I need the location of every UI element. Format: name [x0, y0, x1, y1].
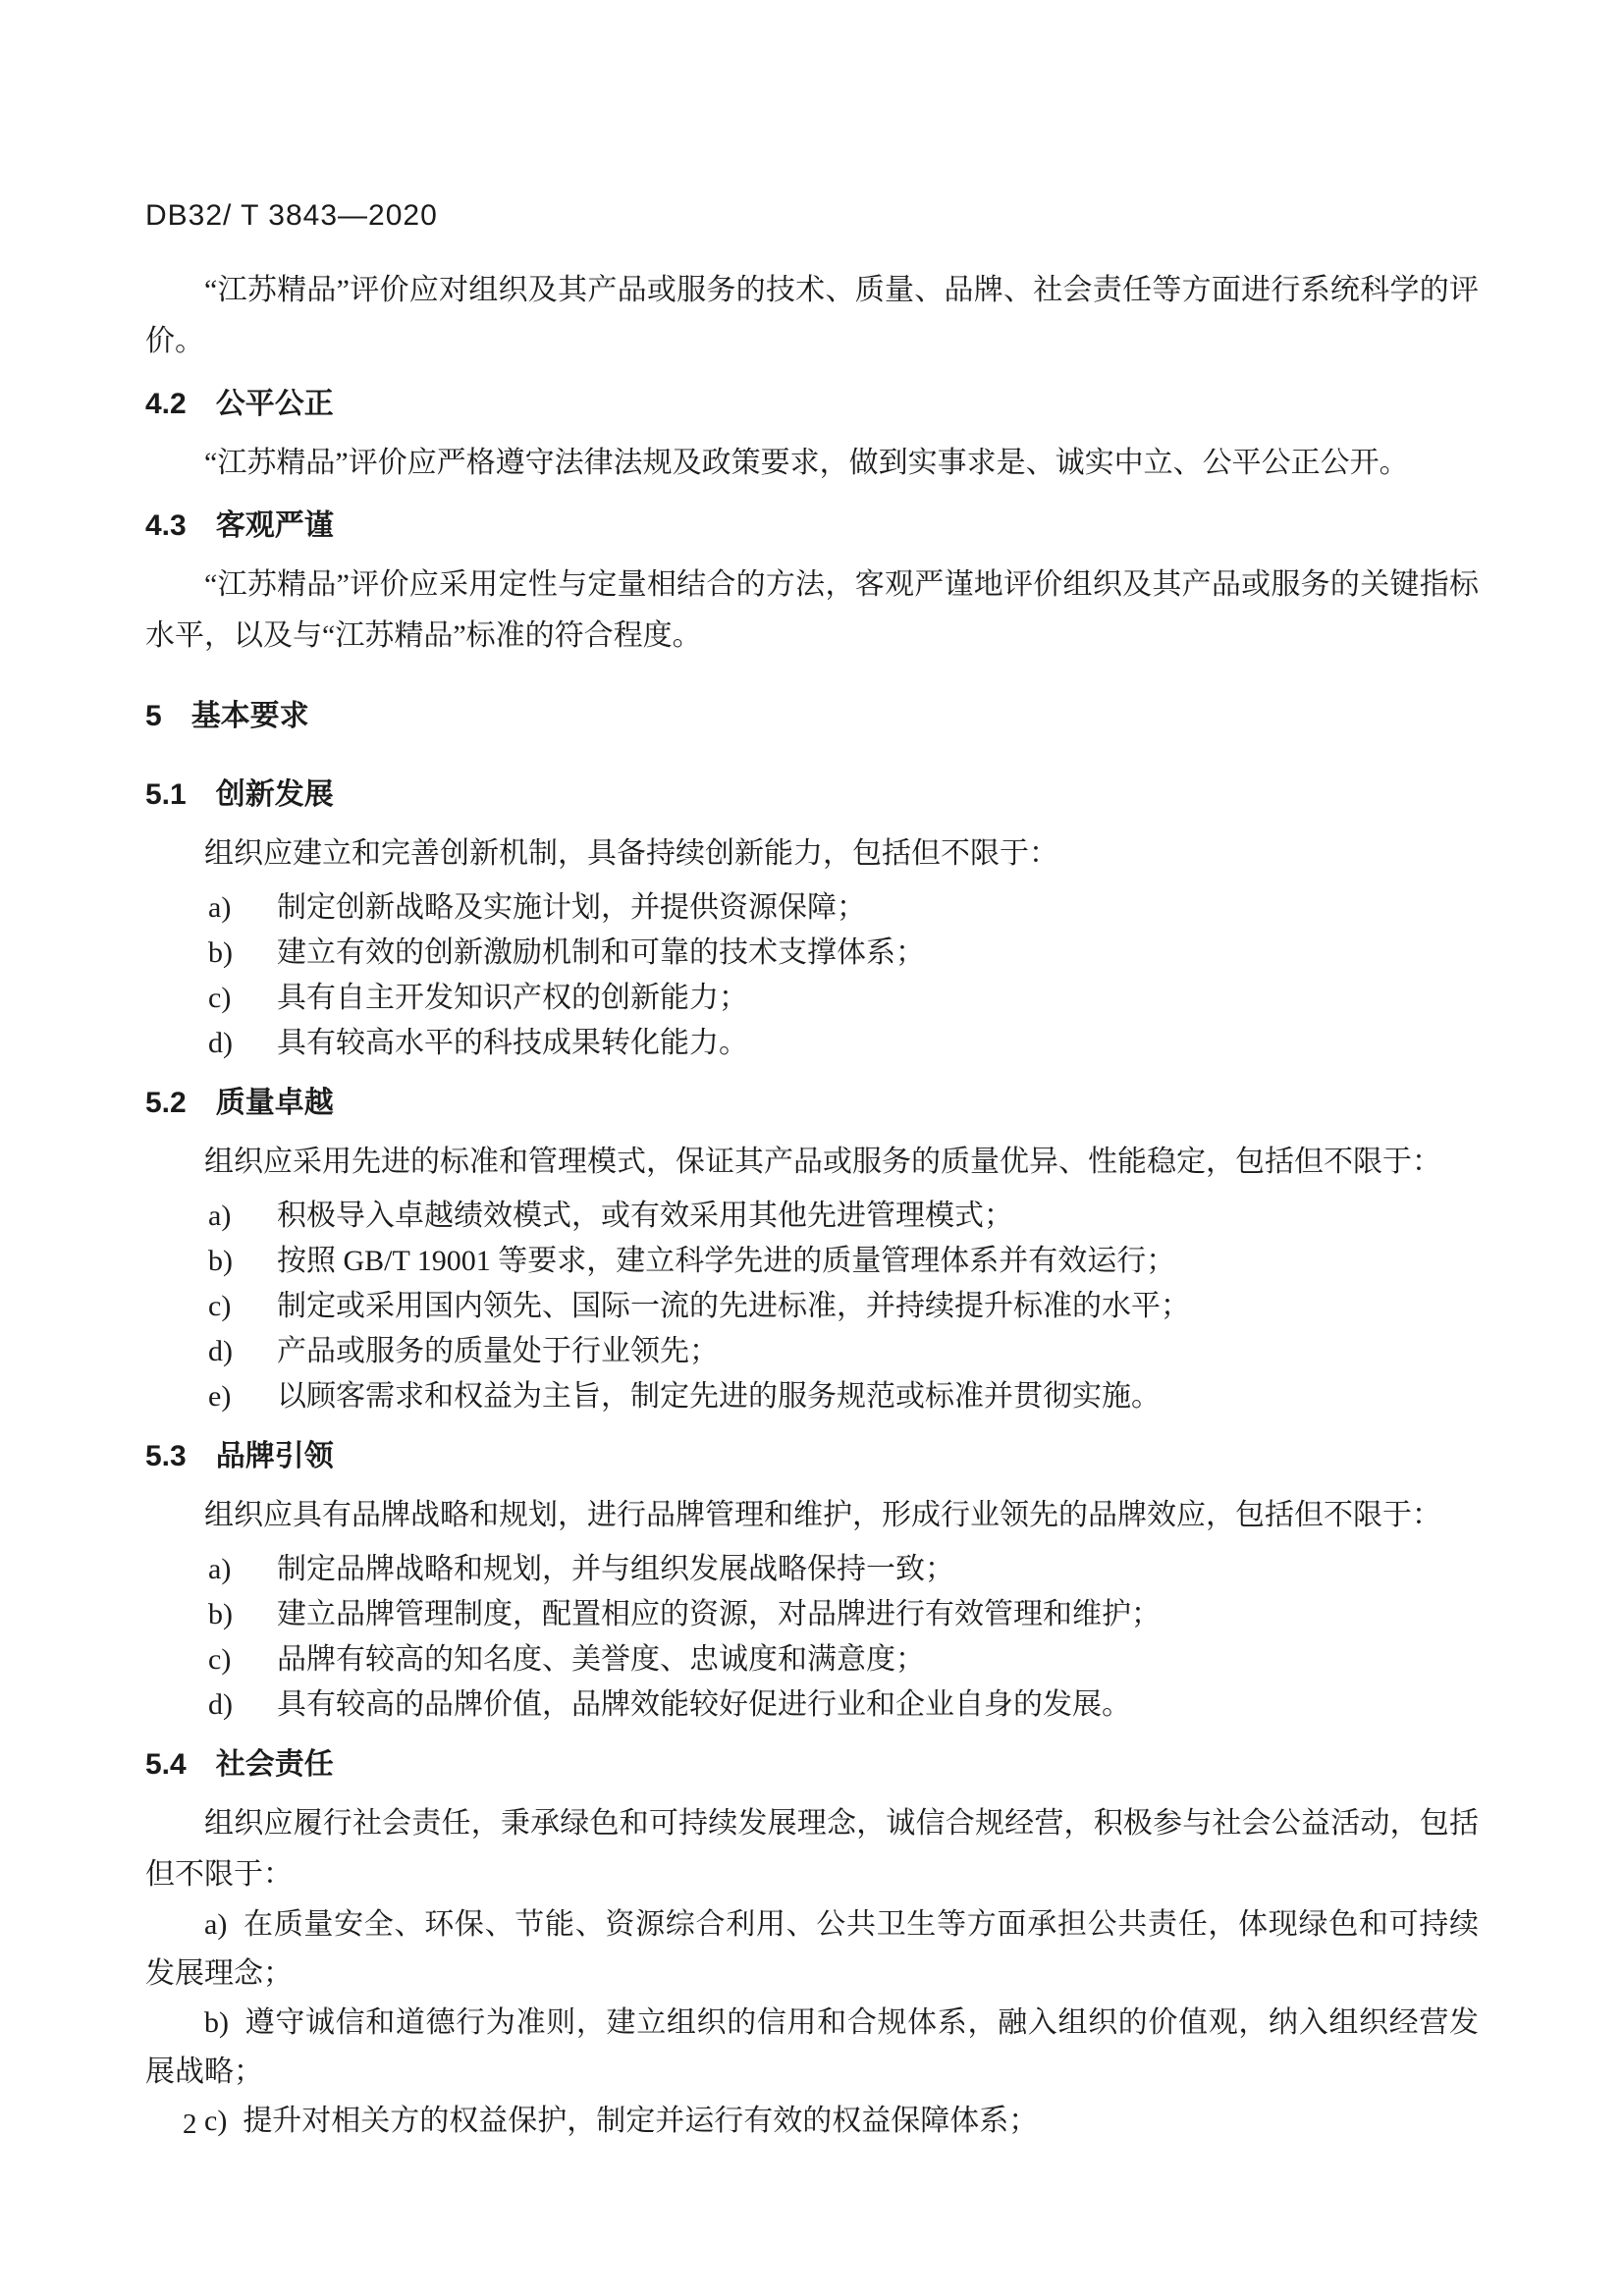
list-item-label: b) — [208, 1245, 233, 1277]
list-item — [145, 1637, 1479, 1682]
page-number: 2 — [183, 2109, 197, 2140]
list-item-label: e) — [208, 1380, 232, 1413]
list-item-text: 遵守诚信和道德行为准则，建立组织的信用和合规体系，融入组织的价值观，纳入组织经营发展战略； — [145, 2006, 1479, 2088]
list-item — [145, 1284, 1479, 1329]
list-item-label: a) — [204, 1908, 228, 1941]
section-title: 品牌引领 — [215, 1440, 334, 1472]
list-item-text: 以顾客需求和权益为主旨，制定先进的服务规范或标准并贯彻实施。 — [277, 1380, 1161, 1413]
list-item-text: 在质量安全、环保、节能、资源综合利用、公共卫生等方面承担公共责任，体现绿色和可持续发展理念； — [145, 1908, 1479, 1990]
section-heading-5-2 — [145, 1084, 1479, 1123]
list-item-text: 制定品牌战略和规划，并与组织发展战略保持一致； — [277, 1553, 954, 1585]
list-item — [145, 1592, 1479, 1637]
chapter-title: 基本要求 — [190, 700, 309, 732]
section-number: 5.2 — [145, 1087, 187, 1119]
intro-paragraph: “江苏精品”评价应对组织及其产品或服务的技术、质量、品牌、社会责任等方面进行系统科学的评价。 — [145, 274, 1479, 357]
section-4-2-paragraph: “江苏精品”评价应严格遵守法律法规及政策要求，做到实事求是、诚实中立、公平公正公开。 — [204, 447, 1409, 479]
list-item-label: c) — [208, 1643, 232, 1676]
list-item-text: 具有较高的品牌价值，品牌效能较好促进行业和企业自身的发展。 — [277, 1688, 1131, 1721]
section-title: 客观严谨 — [215, 509, 334, 542]
section-heading-5-4 — [145, 1745, 1479, 1785]
list-item-text: 产品或服务的质量处于行业领先； — [277, 1335, 719, 1367]
section-4-3-paragraph: “江苏精品”评价应采用定性与定量相结合的方法，客观严谨地评价组织及其产品或服务的关键指标水平，以及与“江苏精品”标准的符合程度。 — [145, 568, 1479, 652]
section-5-2-list — [145, 1194, 1479, 1419]
list-item — [145, 1374, 1479, 1419]
list-item — [145, 1547, 1479, 1592]
list-item-label: d) — [208, 1335, 233, 1367]
list-item-label: c) — [208, 982, 232, 1014]
list-item-text: 制定或采用国内领先、国际一流的先进标准，并持续提升标准的水平； — [277, 1290, 1190, 1322]
list-item-label: b) — [208, 936, 233, 969]
list-item-label: a) — [208, 1553, 232, 1585]
section-heading-4-3 — [145, 507, 1479, 546]
section-5-1-list — [145, 885, 1479, 1066]
list-item-label: c) — [208, 1290, 232, 1322]
list-item — [145, 976, 1479, 1021]
list-item — [145, 1682, 1479, 1728]
list-item-paragraph — [145, 1999, 1479, 2097]
list-item-label: c) — [204, 2105, 228, 2137]
list-item-label: a) — [208, 1200, 232, 1232]
section-number: 4.3 — [145, 509, 187, 542]
doc-code-header: DB32/ T 3843—2020 — [145, 199, 438, 232]
list-item-label: d) — [208, 1688, 233, 1721]
section-number: 5.3 — [145, 1440, 187, 1472]
list-item-paragraph — [145, 2097, 1479, 2146]
list-item-text: 积极导入卓越绩效模式，或有效采用其他先进管理模式； — [277, 1200, 1013, 1232]
section-heading-4-2 — [145, 385, 1479, 424]
section-heading-5-3 — [145, 1437, 1479, 1476]
list-item-text: 品牌有较高的知名度、美誉度、忠诚度和满意度； — [277, 1643, 925, 1676]
section-5-3-paragraph: 组织应具有品牌战略和规划，进行品牌管理和维护，形成行业领先的品牌效应，包括但不限于： — [204, 1499, 1441, 1531]
section-5-3-list — [145, 1547, 1479, 1728]
list-item-text: 提升对相关方的权益保护，制定并运行有效的权益保障体系； — [243, 2105, 1039, 2137]
section-heading-5-1 — [145, 775, 1479, 815]
section-number: 5.1 — [145, 778, 187, 811]
section-title: 创新发展 — [215, 778, 334, 811]
section-5-4-paragraph: 组织应履行社会责任，秉承绿色和可持续发展理念，诚信合规经营，积极参与社会公益活动，包括但不限于： — [145, 1807, 1479, 1891]
list-item-text: 具有自主开发知识产权的创新能力； — [277, 982, 748, 1014]
section-5-1-paragraph: 组织应建立和完善创新机制，具备持续创新能力，包括但不限于： — [204, 837, 1058, 870]
list-item-label: a) — [208, 891, 232, 924]
list-item — [145, 885, 1479, 931]
list-item — [145, 1194, 1479, 1239]
list-item-label: b) — [204, 2006, 229, 2039]
list-item-text: 建立有效的创新激励机制和可靠的技术支撑体系； — [277, 936, 925, 969]
list-item — [145, 1329, 1479, 1374]
list-item-text: 建立品牌管理制度，配置相应的资源，对品牌进行有效管理和维护； — [277, 1598, 1161, 1630]
chapter-number: 5 — [145, 700, 162, 732]
section-title: 质量卓越 — [215, 1087, 334, 1119]
list-item-text: 按照 GB/T 19001 等要求，建立科学先进的质量管理体系并有效运行； — [277, 1245, 1176, 1277]
list-item — [145, 1239, 1479, 1284]
list-item-label: b) — [208, 1598, 233, 1630]
list-item-text: 具有较高水平的科技成果转化能力。 — [277, 1027, 748, 1059]
section-title: 社会责任 — [215, 1748, 334, 1781]
list-item-text: 制定创新战略及实施计划，并提供资源保障； — [277, 891, 866, 924]
list-item — [145, 1021, 1479, 1066]
list-item-label: d) — [208, 1027, 233, 1059]
chapter-heading-5 — [145, 697, 1479, 736]
list-item-paragraph — [145, 1900, 1479, 1999]
section-5-2-paragraph: 组织应采用先进的标准和管理模式，保证其产品或服务的质量优异、性能稳定，包括但不限于： — [204, 1146, 1441, 1178]
section-number: 5.4 — [145, 1748, 187, 1781]
section-title: 公平公正 — [215, 388, 334, 420]
section-number: 4.2 — [145, 388, 187, 420]
list-item — [145, 931, 1479, 976]
